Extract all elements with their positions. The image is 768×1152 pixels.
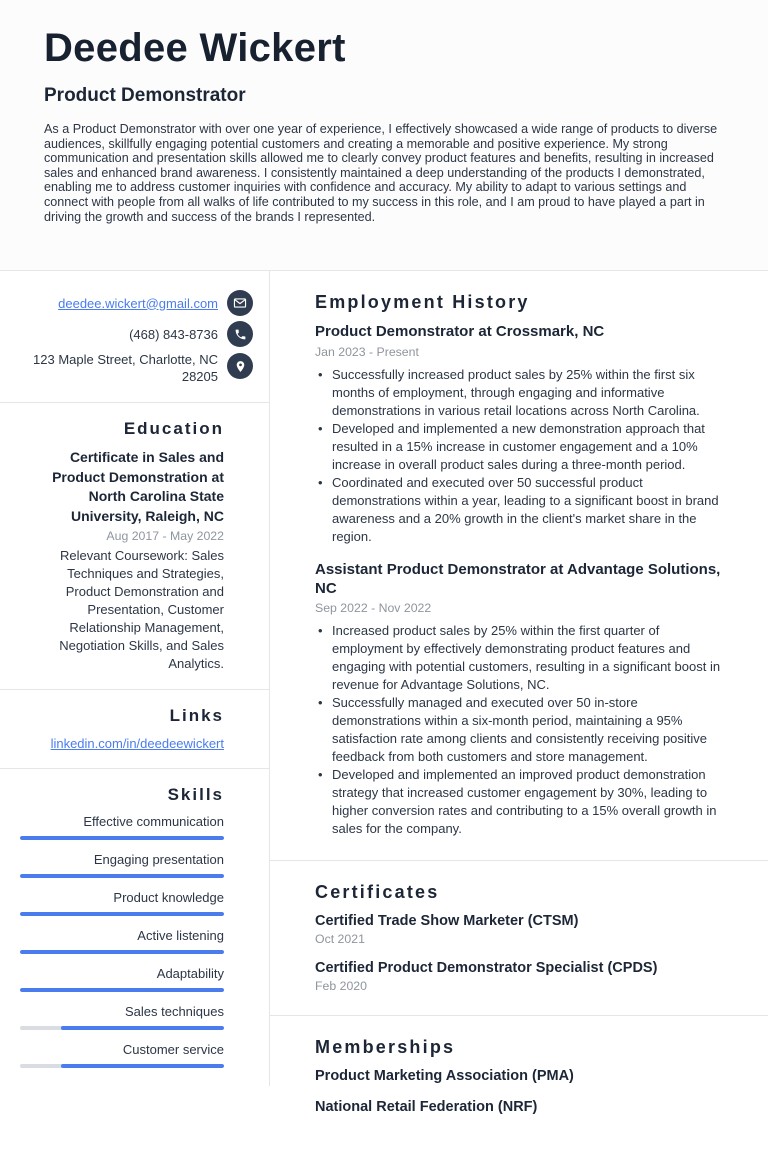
links-item <box>20 735 224 752</box>
skill-bar <box>20 874 224 878</box>
memberships-heading: Memberships <box>315 1037 456 1058</box>
location-pin-icon <box>227 353 253 379</box>
skill-label: Engaging presentation <box>93 852 224 867</box>
education-heading: Education <box>123 419 224 438</box>
certificate-title: Certified Trade Show Marketer (CTSM) <box>315 913 579 930</box>
contact-phone-row <box>20 320 253 348</box>
certificates-section <box>270 861 768 1016</box>
skills-heading: Skills <box>167 785 224 804</box>
job-bullet: • Successfully managed and executed over 50 in-store demonstrations within a six-month period, maintaining a 95% satisfaction rate among clients and consistently receiving positive feedback from both customers and store management. <box>315 694 730 766</box>
job-bullet: • Successfully increased product sales by 25% within the first six months of employment, through engaging and informative demonstrations in various retail locations across North Carolina. <box>315 366 730 420</box>
certificate-date: Oct 2021 <box>315 932 365 947</box>
job-dates: Jan 2023 - Present <box>315 344 419 359</box>
memberships-section <box>270 1016 768 1152</box>
skill-bar <box>20 1064 224 1068</box>
candidate-name: Deedee Wickert <box>44 26 346 70</box>
job-bullet-list <box>315 622 730 838</box>
job-title: Assistant Product Demonstrator at Advantage Solutions, NC <box>315 560 721 597</box>
certificate-date: Feb 2020 <box>315 979 367 994</box>
certificate-entry <box>315 960 730 993</box>
job-entry <box>315 323 730 546</box>
skill-bar <box>20 950 224 954</box>
skill-label: Sales techniques <box>124 1004 224 1019</box>
skill-bar-fill <box>20 912 224 916</box>
skill-item <box>20 928 224 954</box>
links-heading: Links <box>169 706 224 725</box>
skill-bar-fill <box>20 950 224 954</box>
membership-entry: National Retail Federation (NRF) <box>315 1099 538 1116</box>
education-dates: Aug 2017 - May 2022 <box>106 529 224 543</box>
skill-bar <box>20 1026 224 1030</box>
job-bullet: • Developed and implemented an improved product demonstration strategy that increased customer engagement by 30%, leading to higher conversion rates and contributing to a 15% overall growth in sales for the company. <box>315 766 730 838</box>
postal-address: 123 Maple Street, Charlotte, NC 28205 <box>33 352 218 384</box>
employment-section <box>270 271 768 861</box>
job-bullet-list <box>315 366 730 546</box>
skill-item <box>20 966 224 992</box>
education-degree: Certificate in Sales and Product Demonstration at North Carolina State University, Raleigh, NC <box>52 449 224 524</box>
skill-bar <box>20 836 224 840</box>
job-bullet: • Coordinated and executed over 50 successful product demonstrations within a year, leading to a significant boost in brand awareness and a 20% growth in the client's market share in the region. <box>315 474 730 546</box>
job-title: Product Demonstrator at Crossmark, NC <box>315 323 605 340</box>
job-dates: Sep 2022 - Nov 2022 <box>315 601 432 616</box>
certificates-heading: Certificates <box>315 882 440 903</box>
linkedin-link[interactable]: linkedin.com/in/deedeewickert <box>50 736 224 751</box>
email-link[interactable]: deedee.wickert@gmail.com <box>58 295 218 311</box>
profile-summary: As a Product Demonstrator with over one year of experience, I effectively showcased a wide range of products to diverse audiences, skillfully engaging potential customers and creating a memorable and positive experience. My strong communication and presentation skills allowed me to clearly convey product features and benefits, resulting in increased sales and enhanced brand awareness. I consistently maintained a deep understanding of the products I demonstrated, enabling me to address customer inquiries with confidence and accuracy. My ability to adapt to various settings and connect with people from all walks of life contributed to my success in this role, and I am proud to have played a part in driving the growth and success of the brands I represented. <box>44 122 718 224</box>
skill-item <box>20 814 224 840</box>
skill-bar-fill <box>20 988 224 992</box>
phone-number: (468) 843-8736 <box>129 326 218 342</box>
links-section <box>0 690 269 769</box>
contact-section <box>0 271 269 403</box>
skill-bar-fill <box>20 874 224 878</box>
skill-label: Adaptability <box>156 966 224 981</box>
employment-heading: Employment History <box>315 292 530 312</box>
certificate-title: Certified Product Demonstrator Specialist (CPDS) <box>315 960 658 977</box>
skill-item <box>20 1042 224 1068</box>
skill-bar <box>20 988 224 992</box>
envelope-icon <box>227 290 253 316</box>
skill-label: Customer service <box>122 1042 224 1057</box>
certificate-entry <box>315 913 730 946</box>
job-bullet: • Increased product sales by 25% within the first quarter of employment by effectively demonstrating product features and engaging with potential customers, resulting in a significant boost in revenue for Advantage Solutions, NC. <box>315 622 730 694</box>
skill-label: Effective communication <box>83 814 224 829</box>
skill-bar-fill <box>61 1064 224 1068</box>
phone-icon <box>227 321 253 347</box>
job-entry <box>315 561 730 839</box>
skill-bar <box>20 912 224 916</box>
contact-email-row <box>20 289 253 317</box>
education-description: Relevant Coursework: Sales Techniques and Strategies, Product Demonstration and Presentation, Customer Relationship Management, Negotiation Skills, and Sales Analytics. <box>59 548 224 671</box>
skill-label: Product knowledge <box>113 890 224 905</box>
skill-item <box>20 890 224 916</box>
skill-label: Active listening <box>137 928 224 943</box>
main-column <box>270 271 768 1116</box>
skills-section <box>0 769 269 1086</box>
candidate-title: Product Demonstrator <box>44 85 246 106</box>
membership-entry: Product Marketing Association (PMA) <box>315 1068 574 1085</box>
resume-body <box>0 271 768 1116</box>
skill-bar-fill <box>20 836 224 840</box>
skill-item <box>20 1004 224 1030</box>
education-section <box>0 403 269 690</box>
job-bullet: • Developed and implemented a new demonstration approach that resulted in a 15% increase in customer engagement and a 10% increase in overall product sales during a three-month period. <box>315 420 730 474</box>
skill-item <box>20 852 224 878</box>
sidebar <box>0 271 270 1086</box>
resume-header <box>0 0 768 271</box>
contact-address-row <box>20 351 253 385</box>
skill-bar-fill <box>61 1026 224 1030</box>
